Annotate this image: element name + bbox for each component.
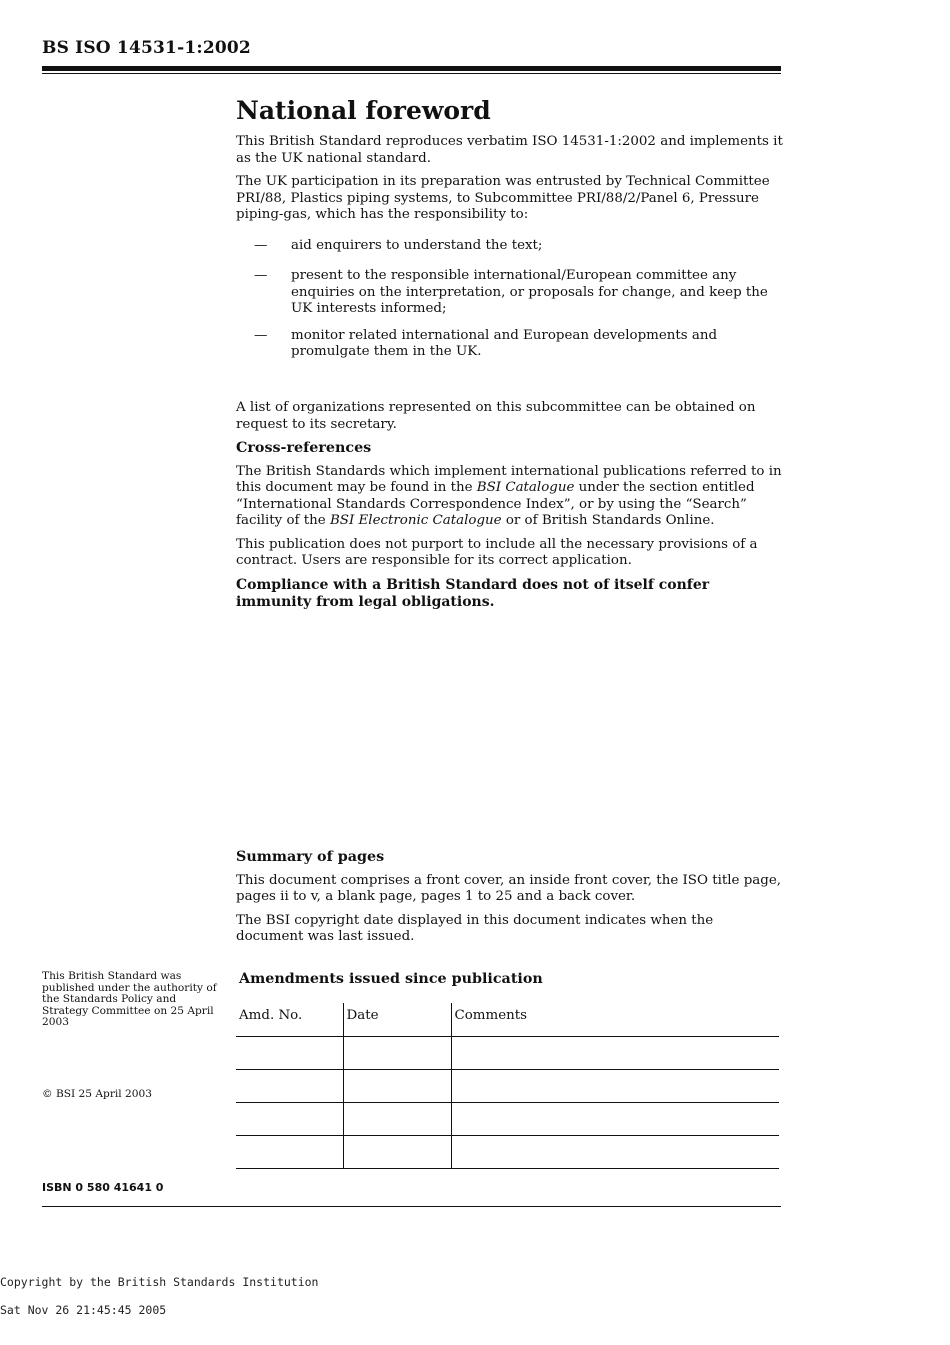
summary-heading: Summary of pages xyxy=(236,849,385,865)
authority-note: This British Standard was published under the authority of the Standards Policy and Strategy Committee on 25 April 2003 xyxy=(42,970,217,1028)
foreword-paragraph-1: This British Standard reproduces verbatim ISO 14531-1:2002 and implements it as the UK national standard. xyxy=(236,134,783,166)
cross-references-paragraph xyxy=(236,464,784,530)
table-cell xyxy=(451,1136,779,1169)
cross-references-heading: Cross-references xyxy=(236,440,372,456)
table-cell xyxy=(343,1136,451,1169)
dash-marker: — xyxy=(254,237,268,253)
copyright-note: © BSI 25 April 2003 xyxy=(42,1088,153,1100)
list-item xyxy=(236,328,784,361)
compliance-statement: Compliance with a British Standard does not of itself confer immunity from legal obligations. xyxy=(236,576,710,610)
subcommittee-paragraph: A list of organizations represented on this subcommittee can be obtained on request to its secretary. xyxy=(236,400,756,432)
table-cell xyxy=(451,1037,779,1070)
list-item xyxy=(236,268,784,318)
table-cell xyxy=(343,1037,451,1070)
list-item-text: monitor related international and European developments and promulgate them in the UK. xyxy=(291,327,718,359)
dash-marker: — xyxy=(254,327,268,343)
amendments-table xyxy=(236,1003,779,1169)
bsi-electronic-catalogue-title: BSI Electronic Catalogue xyxy=(329,513,502,528)
header-rule-thin xyxy=(42,73,781,74)
bsi-catalogue-title: BSI Catalogue xyxy=(476,480,575,495)
text-run: or of British Standards Online. xyxy=(501,513,715,528)
summary-paragraph-2: The BSI copyright date displayed in this document indicates when the document was last issued. xyxy=(236,912,714,944)
text-run: under the section entitled “International Standards Correspondence Index”, or by using the “Search” facility of the xyxy=(236,480,755,528)
table-cell xyxy=(343,1103,451,1136)
provisions-paragraph: This publication does not purport to include all the necessary provisions of a contract. Users are responsible for its correct application. xyxy=(236,536,758,568)
table-header-row xyxy=(236,1003,779,1037)
table-row xyxy=(236,1037,779,1070)
table-cell xyxy=(236,1037,343,1070)
table-cell xyxy=(236,1070,343,1103)
table-row xyxy=(236,1103,779,1136)
list-item-text: aid enquirers to understand the text; xyxy=(291,237,543,253)
table-row xyxy=(236,1070,779,1103)
table-cell xyxy=(343,1070,451,1103)
table-cell xyxy=(451,1070,779,1103)
dash-marker: — xyxy=(254,268,268,283)
cross-references-section xyxy=(236,400,784,618)
summary-paragraph-1: This document comprises a front cover, an inside front cover, the ISO title page, pages ii to v, a blank page, pages 1 to 25 and a back cover. xyxy=(236,872,782,904)
table-cell xyxy=(236,1103,343,1136)
amendments-heading: Amendments issued since publication xyxy=(239,971,543,987)
bottom-rule xyxy=(42,1206,781,1207)
foreword-body xyxy=(236,134,784,371)
table-cell xyxy=(451,1103,779,1136)
list-item xyxy=(236,238,784,255)
column-header-comments: Comments xyxy=(451,1003,779,1037)
page-title: National foreword xyxy=(236,96,491,125)
table-row xyxy=(236,1136,779,1169)
foreword-paragraph-2: The UK participation in its preparation was entrusted by Technical Committee PRI/88, Plastics piping systems, to Subcommittee PRI/88/2/Panel 6, Pressure piping-gas, which has the responsibility to: xyxy=(236,174,770,222)
header-rule-thick xyxy=(42,66,781,71)
footer-timestamp: Sat Nov 26 21:45:45 2005 xyxy=(0,1303,167,1317)
text-run: The British Standards which implement international publications referred to in this document may be found in the xyxy=(236,463,782,495)
responsibility-list xyxy=(236,238,784,361)
table-cell xyxy=(236,1136,343,1169)
isbn: ISBN 0 580 41641 0 xyxy=(42,1181,164,1194)
column-header-amd-no: Amd. No. xyxy=(236,1003,343,1037)
document-id: BS ISO 14531-1:2002 xyxy=(42,38,251,58)
column-header-date: Date xyxy=(343,1003,451,1037)
footer-copyright: Copyright by the British Standards Institution xyxy=(0,1275,319,1289)
summary-section xyxy=(236,849,784,953)
list-item-text: present to the responsible international/European committee any enquiries on the interpretation, or proposals for change, and keep the UK interests informed; xyxy=(291,268,768,316)
